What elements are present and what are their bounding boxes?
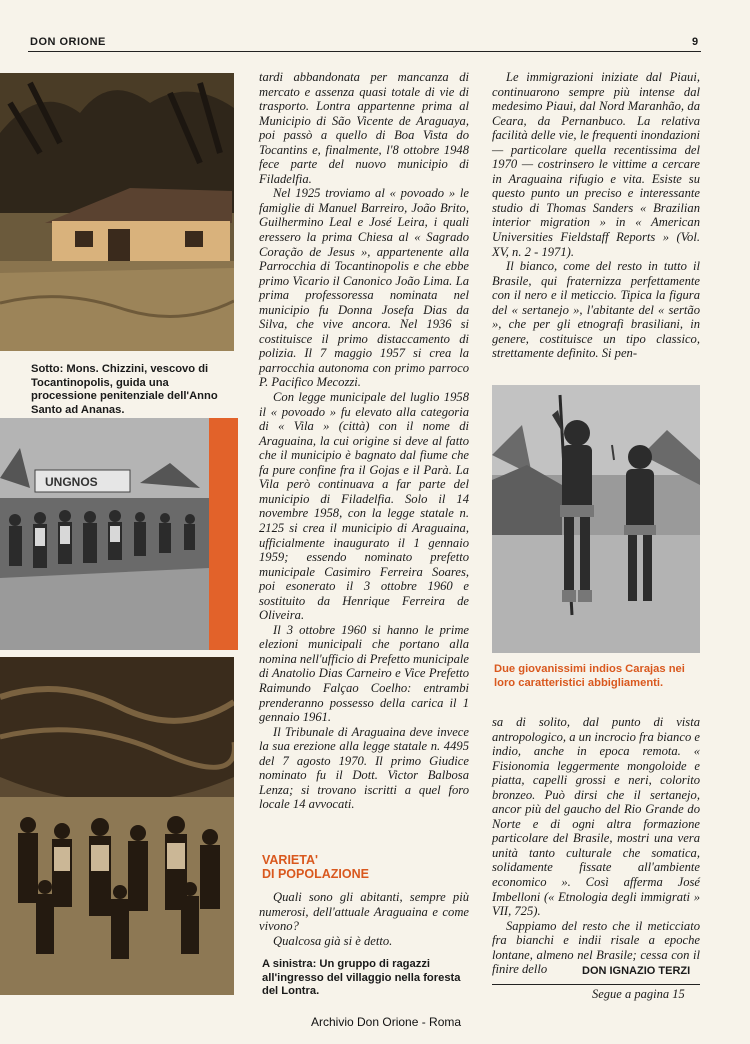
section-paragraph: Qualcosa già si è detto. [273,933,393,948]
orange-accent-bar [209,418,238,650]
photo-carajas-children-art [492,385,700,653]
signature-rule [492,984,700,985]
caption-right: Due giovanissimi indios Carajas nei loro caratteristici abbigliamenti. [494,663,685,689]
section-heading [262,853,369,881]
section-heading-line1: VARIETA' [262,853,318,867]
page-number: 9 [692,36,699,48]
article-column-3-bottom [492,715,700,977]
col2-paragraph: Il Tribunale di Araguaina deve invece la sua erezione alla legge statale n. 4495 del 7 agosto 1970. Il primo Giudice nominato fu il Dott. Victor Balbosa Lenza; si trovano iscritti a quel foro locale 14 avvocati. [259,724,469,812]
photo-house-palms-art [0,73,234,351]
header-rule [28,51,701,52]
section-text [259,890,469,948]
author-signature: DON IGNAZIO TERZI [582,965,691,977]
photo-village-children-art [0,657,234,995]
caption-top-left: Sotto: Mons. Chizzini, vescovo di Tocantinopolis, guida una processione penitenziale dell'Anno Santo ad Ananas. [31,363,218,416]
article-column-3-top [492,70,700,361]
col2-paragraph: tardi abbandonata per mancanza di mercato e assenza quasi totale di vie di trasporto. Lontra appartenne prima al Municipio di São Vicente de Araguaya, poi passò a quello di Boa Vista do Tocantins e, finalmente, l'8 ottobre 1948 fece parte del nuovo municipio di Filadelfia. [259,70,469,186]
continued-note: Segue a pagina 15 [592,987,685,1001]
photo-procession [0,418,209,650]
photo-carajas-children [492,385,700,653]
running-header-title: DON ORIONE [30,36,106,48]
photo-procession-art [0,418,209,650]
archive-footer: Archivio Don Orione - Roma [311,1015,462,1029]
col2-paragraph: Nel 1925 troviamo al « povoado » le famiglie di Manuel Barreiro, João Brito, Guilhermino Leal e José Leira, i quali eressero la prima Chiesa al « Sagrado Coração de Jesus », appartenente alla Parrocchia di Tocantinopolis e che ebbe primo Vicario il Canonico João Lima. La prima professoressa nominata nel municipio fu Donna Josefa Dias da Silva, che vive ancora. Nel 1936 si costituisce il primo distaccamento di polizia. Il 7 maggio 1957 si crea la parrocchia autonoma con primo parroco P. Pacifico Mecozzi. [259,186,469,390]
article-column-2 [259,70,469,812]
photo-house-palms [0,73,234,351]
col3-paragraph: Sappiamo del resto che il meticciato fra bianchi e indii risale a epoche lontane, almeno nel Brasile; cessa con il finire dello [492,918,700,977]
col3-paragraph: sa di solito, dal punto di vista antropologico, a un incrocio fra bianco e indio, anche in epoca remota. « Fisionomia leggermente mongoloide e piatta, capelli grossi e neri, colorito bronzeo. Può dirsi che il sertanejo, ancor più del gaucho del Rio Grande do Norte e di ogni altra formazione particolare del Brasile, mostri una vera unità tanto culturale che somatica, solidamente fissate all'ambiente economico ». Così afferma José Imbelloni (« Etnologia degli immigrati » VII, 725). [492,715,700,919]
section-heading-line2: DI POPOLAZIONE [262,867,369,881]
col3-paragraph: Il bianco, come del resto in tutto il Brasile, qui fraternizza perfettamente con il nero e il meticcio. Tipica la figura del « sertanejo », l'abitante del « sertão », che per gli etnografi brasiliani, in genere, costituisce un tipo classico, strettamente definito. Si pen- [492,259,700,361]
col2-paragraph: Con legge municipale del luglio 1958 il « povoado » fu elevato alla categoria di « Vila » (città) con il nome di Araguaina, la cui origine si deve al fatto che il municipio è bagnato dal fiume che fa pure confine fra il Gojas e il Parà. La Vila però continuava a far parte del municipio di Filadelfia. Solo il 14 novembre 1958, con la legge statale n. 2125 si crea il municipio di Araguaina, ufficialmente inaugurato il 1 gennaio 1959; essendo nominato prefetto municipale Casimiro Ferreira Soares, poi esonerato il 3 ottobre 1960 e sostituito da Henrique Ferreira de Oliveira. [259,390,469,623]
section-paragraph: Quali sono gli abitanti, sempre più numerosi, dell'attuale Araguaina e come vivono? [259,890,469,934]
col3-paragraph: Le immigrazioni iniziate dal Piaui, continuarono sempre più intense dal medesimo Piaui, dal Nord Maranhão, da Ceara, da Pernanbuco. La relativa facilità delle vie, le frequenti inondazioni — particolare quella recentissima del 1970 — costrinsero le vittime a cercare in Araguaina rifugio e vita. Esiste su questo punto un preciso e interessante studio di Thomas Sanders « Brazilian interior migration » in « American Universities Fieldstaff Reports » (Vol. XV, n. 2 - 1971). [492,70,700,259]
caption-bottom-left: A sinistra: Un gruppo di ragazzi all'ingresso del villaggio nella foresta del Lontra. [262,958,461,998]
procession-banner-text: UNGNOS [45,475,98,489]
col2-paragraph: Il 3 ottobre 1960 si hanno le prime elezioni municipali che portano alla nomina nell'ufficio di Prefetto municipale di Anatolio Dias Carneiro e Vice Prefetto Raimundo Falçao Coelho: entrambi prenderanno possesso della carica il 1 gennaio 1961. [259,622,469,725]
photo-village-children [0,657,234,995]
